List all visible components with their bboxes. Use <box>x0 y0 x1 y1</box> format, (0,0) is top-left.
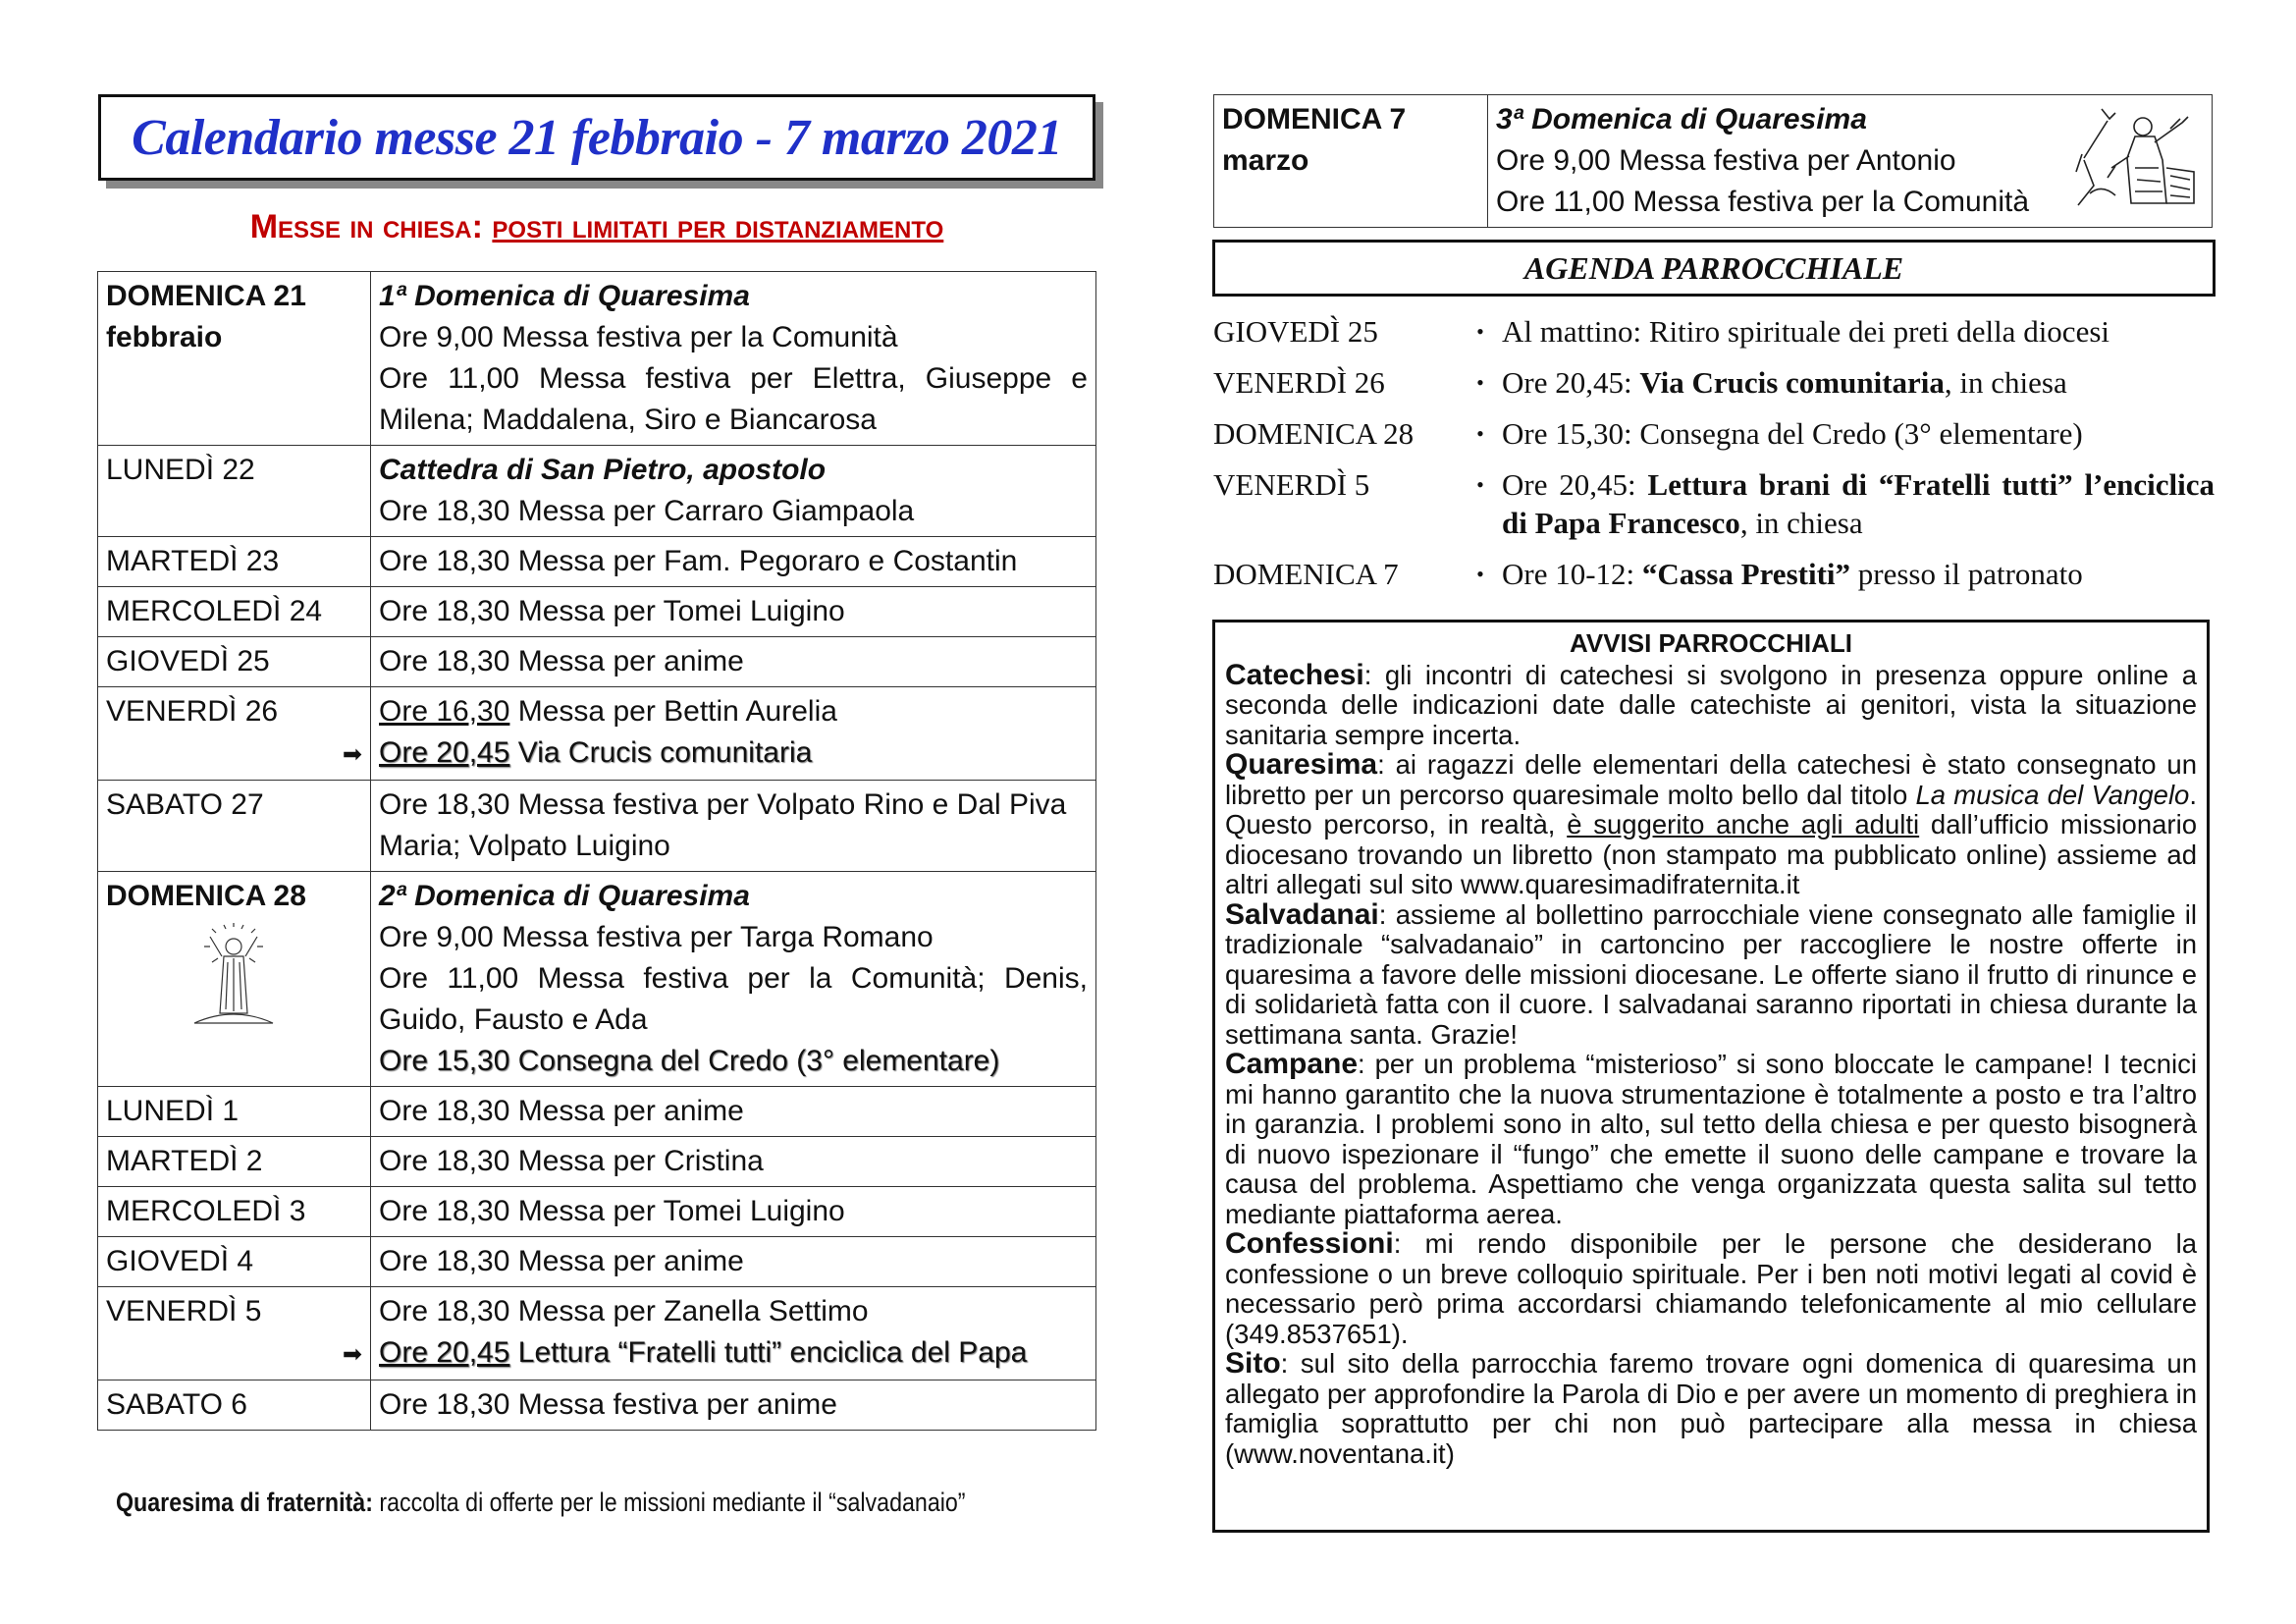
agenda-text-part: , in chiesa <box>1739 506 1863 540</box>
event-line: Ore 18,30 Messa per anime <box>379 1095 744 1127</box>
avviso-text: : ai ragazzi delle elementari della catechesi è stato consegnato un libretto per un percorso quaresimale molto bello dal titolo <box>1225 749 2197 810</box>
avviso-paragraph <box>1225 1229 2197 1349</box>
agenda-text-part: Via Crucis comunitaria <box>1639 365 1945 400</box>
footer-note <box>116 1488 966 1518</box>
agenda-text-part: Ore 20,45: <box>1502 467 1648 502</box>
agenda-text-part: Ore 20,45: <box>1502 365 1640 400</box>
agenda-day: DOMENICA 28 <box>1213 416 1415 451</box>
avviso-key: Salvadanai <box>1225 897 1379 931</box>
event-line: Ore 18,30 Messa festiva per Volpato Rino e Dal Piva Maria; Volpato Luigino <box>379 788 1067 862</box>
title-box <box>98 94 1095 181</box>
day-label: MERCOLEDÌ 3 <box>106 1195 306 1227</box>
event-line: 1ª Domenica di Quaresima <box>379 280 750 312</box>
day-label: DOMENICA 21 febbraio <box>106 280 306 353</box>
arrow-icon: ➡ <box>342 741 362 768</box>
agenda-text <box>1502 312 2215 351</box>
avviso-paragraph <box>1225 750 2197 900</box>
event-cell <box>371 872 1096 1087</box>
arrow-icon: ➡ <box>342 1341 362 1368</box>
table-row <box>98 1237 1096 1287</box>
event-line: Ore 18,30 Messa per Carraro Giampaola <box>379 495 915 527</box>
agenda-text-part: , in chiesa <box>1944 365 2067 400</box>
event-line: Ore 18,30 Messa per anime <box>379 645 744 677</box>
day-cell: DOMENICA 7 marzo <box>1214 95 1488 228</box>
day-cell <box>98 446 371 537</box>
bullet-icon: • <box>1476 370 1484 395</box>
agenda-text-part: Al mattino: Ritiro spirituale dei preti della diocesi <box>1502 314 2110 349</box>
table-row <box>98 537 1096 587</box>
table-row <box>98 637 1096 687</box>
event-cell <box>371 1380 1096 1431</box>
event-line: Cattedra di San Pietro, apostolo <box>379 454 827 486</box>
table-row <box>98 446 1096 537</box>
bullet-icon: • <box>1476 319 1484 344</box>
agenda-title: AGENDA PARROCCHIALE <box>1523 249 1904 286</box>
agenda-day: VENERDÌ 26 <box>1213 365 1385 400</box>
table-row <box>98 1287 1096 1380</box>
day-label: GIOVEDÌ 4 <box>106 1245 254 1277</box>
agenda-day: DOMENICA 7 <box>1213 557 1399 591</box>
subtitle-part1: Messe in chiesa: <box>249 208 483 245</box>
day-label: SABATO 27 <box>106 788 264 821</box>
avviso-text: : mi rendo disponibile per le persone che desiderano la confessione o un breve colloquio spirituale. Per i ben noti motivi legati al covid è necessario però prima accordarsi chiamando telefonicamente al mio cellulare (349.8537651). <box>1225 1228 2197 1349</box>
subtitle-part2: posti limitati per distanziamento <box>492 208 944 245</box>
agenda-day: GIOVEDÌ 25 <box>1213 314 1378 349</box>
agenda-text-part: Lettura brani di “Fratelli tutti” l’enciclica di Papa Francesco <box>1502 467 2215 540</box>
day-cell <box>98 1087 371 1137</box>
table-row <box>1214 95 2213 228</box>
table-row <box>98 1380 1096 1431</box>
page-title: Calendario messe 21 febbraio - 7 marzo 2021 <box>132 109 1062 166</box>
avviso-text: . Questo percorso, in realtà, <box>1225 779 2197 839</box>
event-line: Ore 9,00 Messa festiva per Antonio <box>1496 144 1956 177</box>
agenda-text <box>1502 363 2215 402</box>
day-cell <box>98 1287 371 1380</box>
avviso-text: : per un problema “misterioso” si sono bloccate le campane! I tecnici mi hanno garantito che la nuova strumentazione è totalmente a posto e tra l’altro in garanzia. I problemi sono in alto, sul tetto della chiesa e per questo bisognerà di nuovo ispezionare il “fungo” che emette il suono delle campane e trovare la causa del problema. Aspettiamo che venga organizzata questa salita sul tetto mediante piattaforma aerea. <box>1225 1049 2197 1229</box>
agenda-item <box>1213 414 2215 453</box>
agenda-list <box>1213 312 2215 606</box>
event-text: Messa per Bettin Aurelia <box>509 695 837 728</box>
table-row <box>98 1187 1096 1237</box>
event-line: Ore 9,00 Messa festiva per la Comunità <box>379 321 898 353</box>
avviso-key: Catechesi <box>1225 658 1364 691</box>
bullet-icon: • <box>1476 472 1484 497</box>
avvisi-box <box>1212 620 2210 1533</box>
event-cell <box>371 1187 1096 1237</box>
day-label: LUNEDÌ 22 <box>106 454 255 486</box>
agenda-item <box>1213 555 2215 593</box>
avvisi-items <box>1225 658 2197 1470</box>
event-cell <box>371 687 1096 781</box>
avviso-text: : gli incontri di catechesi si svolgono in presenza oppure online a seconda delle indicazioni date dalle catechiste ai genitori, vista la situazione sanitaria sempre incerta. <box>1225 659 2197 750</box>
subtitle <box>98 208 1095 246</box>
day-cell <box>98 1187 371 1237</box>
event-line: Ore 18,30 Messa per Fam. Pegoraro e Costantin <box>379 545 1018 577</box>
event-line: Ore 18,30 Messa per Zanella Settimo <box>379 1295 869 1327</box>
event-line: Ore 18,30 Messa festiva per anime <box>379 1388 837 1421</box>
avviso-key: Campane <box>1225 1048 1359 1080</box>
day-label: MARTEDÌ 2 <box>106 1145 263 1177</box>
event-line: Ore 15,30 Consegna del Credo (3° elementare) <box>379 1045 1000 1077</box>
table-row <box>98 781 1096 872</box>
event-line: Ore 18,30 Messa per Tomei Luigino <box>379 595 845 627</box>
event-heading: 3ª Domenica di Quaresima <box>1496 103 1867 135</box>
event-cell <box>371 537 1096 587</box>
event-line <box>379 1332 1088 1374</box>
day-label: VENERDÌ 5 <box>106 1295 262 1327</box>
table-row <box>98 272 1096 446</box>
event-cell <box>371 587 1096 637</box>
event-time: Ore 20,45 <box>379 736 510 769</box>
avviso-text: La musica del Vangelo <box>1915 779 2190 810</box>
day-cell <box>98 781 371 872</box>
table-row <box>98 587 1096 637</box>
day-cell <box>98 872 371 1087</box>
event-cell <box>371 1287 1096 1380</box>
event-line <box>379 691 1088 732</box>
event-text: Lettura “Fratelli tutti” enciclica del Papa <box>509 1336 1028 1369</box>
avviso-text: dall’ufficio missionario diocesano trovando un libretto (non stampato ma pubblicato online) assieme ad altri allegati sul sito www.quaresimadifraternita.it <box>1225 809 2197 899</box>
avviso-paragraph <box>1225 1349 2197 1469</box>
day-cell <box>98 1380 371 1431</box>
day-label: SABATO 6 <box>106 1388 247 1421</box>
bullet-icon: • <box>1476 562 1484 586</box>
agenda-text <box>1502 465 2215 542</box>
jesus-temple-illustration <box>2072 99 2200 213</box>
event-line: 2ª Domenica di Quaresima <box>379 880 750 912</box>
avvisi-title: AVVISI PARROCCHIALI <box>1570 628 1852 658</box>
table-row <box>98 687 1096 781</box>
event-cell <box>371 446 1096 537</box>
domenica-7-table <box>1213 94 2213 228</box>
avviso-paragraph <box>1225 1050 2197 1229</box>
event-line: Ore 9,00 Messa festiva per Targa Romano <box>379 921 934 953</box>
avviso-text: : assieme al bollettino parrocchiale viene consegnato alle famiglie il tradizionale “salvadanaio” in cartoncino per raccogliere le nostre offerte in quaresima a favore delle missioni diocesane. Le offerte siano il frutto di rinunce e di solidarietà fatta con il cuore. I salvadanai saranno riportati in chiesa durante la settimana santa. Grazie! <box>1225 898 2197 1050</box>
table-row <box>98 872 1096 1087</box>
agenda-item <box>1213 363 2215 402</box>
event-cell <box>1488 95 2213 228</box>
bullet-icon: • <box>1476 421 1484 446</box>
agenda-item <box>1213 312 2215 351</box>
day-cell <box>98 1137 371 1187</box>
event-text: Via Crucis comunitaria <box>509 736 813 769</box>
day-label: MARTEDÌ 23 <box>106 545 280 577</box>
table-row <box>98 1087 1096 1137</box>
avviso-paragraph <box>1225 897 2197 1051</box>
agenda-item <box>1213 465 2215 542</box>
footer-note-bold: Quaresima di fraternità: <box>116 1488 373 1517</box>
mass-calendar-table <box>97 271 1096 1431</box>
agenda-text-part: Ore 15,30: Consegna del Credo (3° elementare) <box>1502 416 2083 451</box>
day-cell <box>98 537 371 587</box>
avviso-text: : sul sito della parrocchia faremo trovare ogni domenica di quaresima un allegato per approfondire la Parola di Dio e per avere un momento di preghiera in famiglia soprattutto per chi non può partecipare alla messa in chiesa (www.noventana.it) <box>1225 1348 2197 1469</box>
event-line: Ore 11,00 Messa festiva per la Comunità; Denis, Guido, Fausto e Ada <box>379 962 1088 1036</box>
event-cell <box>371 272 1096 446</box>
day-cell <box>98 687 371 781</box>
day-label: LUNEDÌ 1 <box>106 1095 240 1127</box>
event-cell <box>371 781 1096 872</box>
day-cell <box>98 272 371 446</box>
event-line: Ore 18,30 Messa per anime <box>379 1245 744 1277</box>
agenda-text <box>1502 414 2215 453</box>
event-cell <box>371 1087 1096 1137</box>
day-cell <box>98 637 371 687</box>
day-label: GIOVEDÌ 25 <box>106 645 270 677</box>
transfiguration-illustration <box>187 923 281 1031</box>
event-time: Ore 20,45 <box>379 1336 510 1369</box>
avviso-key: Confessioni <box>1225 1227 1394 1260</box>
event-line <box>379 732 1088 774</box>
event-cell <box>371 637 1096 687</box>
footer-note-rest: raccolta di offerte per le missioni mediante il “salvadanaio” <box>372 1488 966 1517</box>
agenda-text-part: Ore 10-12: <box>1502 557 1642 591</box>
agenda-text <box>1502 555 2215 593</box>
event-line: Ore 18,30 Messa per Cristina <box>379 1145 764 1177</box>
agenda-day: VENERDÌ 5 <box>1213 467 1370 502</box>
event-time: Ore 16,30 <box>379 695 510 728</box>
event-cell <box>371 1237 1096 1287</box>
day-cell <box>98 1237 371 1287</box>
agenda-title-box <box>1212 240 2216 297</box>
event-line: Ore 11,00 Messa festiva per la Comunità <box>1496 186 2030 218</box>
day-cell <box>98 587 371 637</box>
day-label: MERCOLEDÌ 24 <box>106 595 323 627</box>
day-label: DOMENICA 28 <box>106 880 306 912</box>
event-cell <box>371 1137 1096 1187</box>
agenda-text-part: presso il patronato <box>1850 557 2083 591</box>
table-row <box>98 1137 1096 1187</box>
avviso-key: Quaresima <box>1225 748 1378 781</box>
day-label: VENERDÌ 26 <box>106 695 279 728</box>
avviso-text: è suggerito anche agli adulti <box>1567 809 1920 839</box>
event-line: Ore 18,30 Messa per Tomei Luigino <box>379 1195 845 1227</box>
event-line: Ore 11,00 Messa festiva per Elettra, Giuseppe e Milena; Maddalena, Siro e Biancarosa <box>379 362 1088 436</box>
avviso-key: Sito <box>1225 1347 1281 1380</box>
agenda-text-part: “Cassa Prestiti” <box>1641 557 1851 591</box>
avviso-paragraph <box>1225 658 2197 751</box>
